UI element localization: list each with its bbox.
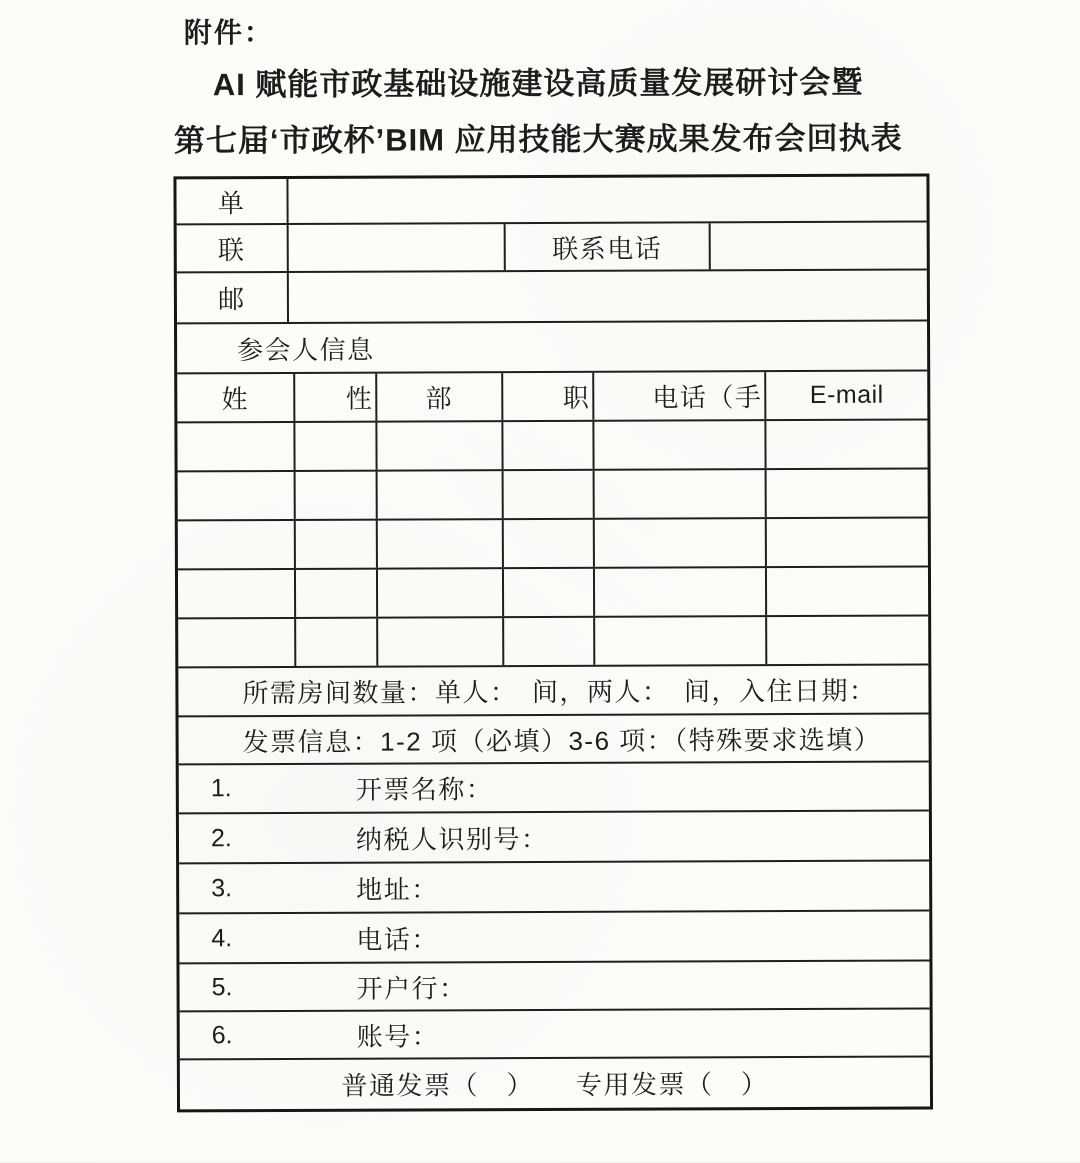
participant-empty-row xyxy=(178,568,928,620)
empty-cell xyxy=(595,470,767,518)
empty-cell xyxy=(377,422,503,469)
participant-empty-row xyxy=(178,617,928,669)
empty-cell xyxy=(178,619,296,666)
mail-row xyxy=(177,271,927,325)
empty-cell xyxy=(378,520,504,567)
empty-cell xyxy=(378,471,504,518)
empty-cell xyxy=(767,519,928,567)
empty-cell xyxy=(767,470,928,518)
invoice-type-row xyxy=(180,1058,930,1110)
col-header-department: 部 xyxy=(377,373,503,420)
contact-phone-value-cell xyxy=(711,223,927,270)
empty-cell xyxy=(766,421,927,469)
invoice-item-row-3 xyxy=(179,862,929,915)
empty-cell xyxy=(594,421,766,469)
empty-cell xyxy=(767,568,928,616)
empty-cell xyxy=(178,472,296,519)
participants-section-row xyxy=(177,322,927,375)
participants-header-row xyxy=(177,372,927,424)
col-header-gender: 性 xyxy=(295,374,377,421)
empty-cell xyxy=(595,568,767,616)
empty-cell xyxy=(504,569,595,616)
empty-cell xyxy=(177,423,295,470)
unit-value-cell xyxy=(288,177,926,223)
empty-cell xyxy=(504,471,595,518)
participant-empty-row xyxy=(178,519,928,571)
invoice-item-number: 6. xyxy=(211,1020,233,1049)
contact-row xyxy=(177,223,927,274)
page-title-line2: 第七届‘市政杯’BIM 应用技能大赛成果发布会回执表 xyxy=(173,120,903,159)
invoice-header-text: 发票信息：1-2 项（必填）3-6 项：（特殊要求选填） xyxy=(242,724,882,757)
col-header-position: 职 xyxy=(503,373,594,420)
invoice-item-label: 开票名称： xyxy=(355,774,494,805)
empty-cell xyxy=(378,618,504,665)
invoice-item-number: 4. xyxy=(211,923,233,952)
invoice-item-label: 账号： xyxy=(356,1020,440,1052)
contact-phone-label: 联系电话 xyxy=(506,223,711,270)
invoice-item-row-6 xyxy=(180,1010,930,1061)
col-header-email: E-mail xyxy=(809,380,884,409)
rooms-row xyxy=(178,666,928,718)
unit-row xyxy=(176,177,926,226)
empty-cell xyxy=(595,617,767,665)
invoice-item-row-1 xyxy=(179,763,929,815)
invoice-item-label: 开户行： xyxy=(356,972,467,1004)
invoice-item-label: 地址： xyxy=(356,873,439,905)
participant-empty-row xyxy=(178,470,928,522)
empty-cell xyxy=(296,619,378,666)
page-title-line1: AI 赋能市政基础设施建设高质量发展研讨会暨 xyxy=(212,64,864,103)
rooms-row-text: 所需房间数量：单人： 间，两人： 间，入住日期： xyxy=(242,675,877,709)
invoice-item-number: 3. xyxy=(211,873,233,902)
invoice-item-row-2 xyxy=(179,812,929,865)
empty-cell xyxy=(178,521,296,568)
empty-cell xyxy=(504,520,595,567)
empty-cell xyxy=(296,472,378,519)
participant-empty-row xyxy=(177,421,927,473)
empty-cell xyxy=(767,617,928,665)
empty-cell xyxy=(296,521,378,568)
invoice-header-row xyxy=(179,715,929,766)
empty-cell xyxy=(595,519,767,567)
unit-label: 单 xyxy=(176,179,288,223)
invoice-item-number: 5. xyxy=(211,972,233,1001)
invoice-item-number: 1. xyxy=(210,774,232,803)
invoice-item-label: 电话： xyxy=(356,923,439,955)
empty-cell xyxy=(503,422,594,469)
col-header-phone: 电话（手 xyxy=(594,372,766,420)
empty-cell xyxy=(178,570,296,617)
contact-value-cell xyxy=(289,224,506,271)
empty-cell xyxy=(378,569,504,616)
contact-label: 联 xyxy=(177,225,289,271)
invoice-item-row-5 xyxy=(179,962,929,1013)
invoice-item-label: 纳税人识别号： xyxy=(355,823,549,855)
participants-section-label: 参会人信息 xyxy=(237,334,375,365)
invoice-item-row-4 xyxy=(179,912,929,965)
invoice-type-text: 普通发票（ ） 专用发票（ ） xyxy=(341,1069,769,1101)
empty-cell xyxy=(296,570,378,617)
empty-cell xyxy=(295,423,377,470)
empty-cell xyxy=(504,618,595,665)
col-header-name: 姓 xyxy=(177,374,295,421)
attachment-label: 附件： xyxy=(183,17,274,49)
mail-value-cell xyxy=(289,271,927,322)
reply-form-table xyxy=(173,174,933,1113)
mail-label: 邮 xyxy=(177,273,289,322)
invoice-item-number: 2. xyxy=(210,823,232,852)
